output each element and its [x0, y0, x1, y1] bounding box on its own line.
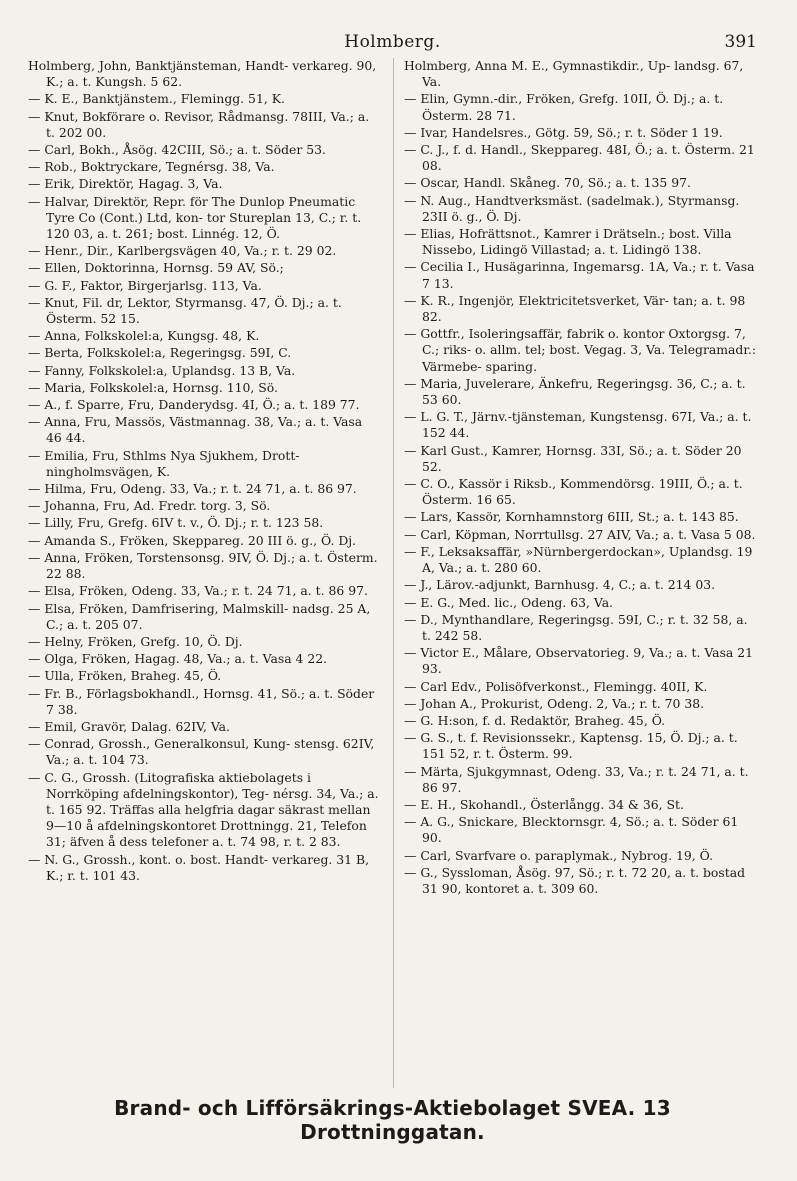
list-item: — Ellen, Doktorinna, Hornsg. 59 AV, Sö.;: [28, 260, 284, 276]
list-item: — Rob., Boktryckare, Tegnérsg. 38, Va.: [28, 159, 275, 175]
list-item: — Helny, Fröken, Grefg. 10, Ö. Dj.: [28, 633, 243, 649]
list-item: — Elin, Gymn.-dir., Fröken, Grefg. 10II, Ö. Dj.; a. t. Österm. 28 71.: [404, 91, 724, 123]
list-item: — Fanny, Folkskolel:a, Uplandsg. 13 B, Va.: [28, 362, 296, 378]
list-item: — Anna, Folkskolel:a, Kungsg. 48, K.: [28, 328, 260, 344]
page-title: Holmberg.: [344, 32, 441, 52]
list-item: — Erik, Direktör, Hagag. 3, Va.: [28, 176, 223, 192]
list-item: — Lars, Kassör, Kornhamnstorg 6III, St.; a. t. 143 85.: [404, 509, 739, 525]
list-item: — Berta, Folkskolel:a, Regeringsg. 59I, C.: [28, 345, 292, 361]
list-item: — J., Lärov.-adjunkt, Barnhusg. 4, C.; a. t. 214 03.: [404, 577, 716, 593]
list-item: — F., Leksaksaffär, »Nürnbergerdockan», Uplandsg. 19 A, Va.; a. t. 280 60.: [404, 543, 753, 576]
list-item: — D., Mynthandlare, Regeringsg. 59I, C.; r. t. 32 58, a. t. 242 58.: [404, 611, 748, 643]
list-item: — K. R., Ingenjör, Elektricitetsverket, Vär- tan; a. t. 98 82.: [404, 292, 746, 325]
list-item: — Ulla, Fröken, Braheg. 45, Ö.: [28, 668, 222, 684]
list-item: — Gottfr., Isoleringsaffär, fabrik o. kontor Oxtorgsg. 7, C.; riks- o. allm. tel; bost. Vegag. 3, Va. Telegramadr.: Värmebe- sparing.: [404, 326, 757, 374]
list-item: — Lilly, Fru, Grefg. 6IV t. v., Ö. Dj.; r. t. 123 58.: [28, 515, 324, 531]
list-item: — Johan A., Prokurist, Odeng. 2, Va.; r. t. 70 38.: [404, 695, 705, 711]
list-item: — Märta, Sjukgymnast, Odeng. 33, Va.; r. t. 24 71, a. t. 86 97.: [404, 763, 749, 795]
list-item: — Anna, Fru, Massös, Västmannag. 38, Va.; a. t. Vasa 46 44.: [28, 414, 363, 446]
list-item: — Knut, Bokförare o. Revisor, Rådmansg. 78III, Va.; a. t. 202 00.: [28, 108, 370, 140]
list-item: — Elsa, Fröken, Damfrisering, Malmskill- nadsg. 25 A, C.; a. t. 205 07.: [28, 600, 371, 632]
list-item: Holmberg, John, Banktjänsteman, Handt- verkareg. 90, K.; a. t. Kungsh. 5 62.: [28, 58, 377, 90]
list-item: — Carl, Svarfvare o. paraplymak., Nybrog. 19, Ö.: [404, 847, 714, 863]
list-item: — Karl Gust., Kamrer, Hornsg. 33I, Sö.; a. t. Söder 20 52.: [404, 442, 742, 474]
list-item: — Olga, Fröken, Hagag. 48, Va.; a. t. Vasa 4 22.: [28, 651, 328, 667]
list-item: — Maria, Juvelerare, Änkefru, Regeringsg. 36, C.; a. t. 53 60.: [404, 375, 746, 408]
list-item: — A. G., Snickare, Blecktornsgr. 4, Sö.; a. t. Söder 61 90.: [404, 814, 739, 846]
list-item: — G. F., Faktor, Birgerjarlsg. 113, Va.: [28, 277, 262, 293]
list-item: — C. O., Kassör i Riksb., Kommendörsg. 19III, Ö.; a. t. Österm. 16 65.: [404, 476, 743, 508]
list-item: — G. H:son, f. d. Redaktör, Braheg. 45, Ö.: [404, 712, 666, 728]
list-item: — K. E., Banktjänstem., Flemingg. 51, K.: [28, 91, 285, 107]
list-item: — Conrad, Grossh., Generalkonsul, Kung- stensg. 62IV, Va.; a. t. 104 73.: [28, 736, 375, 768]
list-item: — Carl, Köpman, Norrtullsg. 27 AIV, Va.; a. t. Vasa 5 08.: [404, 526, 756, 542]
left-column: [28, 58, 381, 1088]
list-item: — Elias, Hofrättsnot., Kamrer i Drätseln.; bost. Villa Nissebo, Lidingö Villastad; a. t. Lidingö 138.: [404, 226, 732, 258]
advertisement-footer: Brand- och Lifförsäkrings-Aktiebolaget SVEA. 13 Drottninggatan.: [114, 1096, 671, 1144]
list-item: — Henr., Dir., Karlbergsvägen 40, Va.; r. t. 29 02.: [28, 243, 337, 259]
list-item: — N. G., Grossh., kont. o. bost. Handt- verkareg. 31 B, K.; r. t. 101 43.: [28, 851, 370, 883]
list-item: — Maria, Folkskolel:a, Hornsg. 110, Sö.: [28, 379, 278, 395]
list-item: — Carl, Bokh., Åsög. 42CIII, Sö.; a. t. Söder 53.: [28, 142, 326, 158]
list-item: — Cecilia I., Husägarinna, Ingemarsg. 1A, Va.; r. t. Vasa 7 13.: [404, 259, 755, 291]
page-number: 391: [724, 32, 757, 52]
list-item: — Ivar, Handelsres., Götg. 59, Sö.; r. t. Söder 1 19.: [404, 124, 723, 140]
list-item: — N. Aug., Handtverksmäst. (sadelmak.), Styrmansg. 23II ö. g., Ö. Dj.: [404, 192, 740, 224]
list-item: — Anna, Fröken, Torstensonsg. 9IV, Ö. Dj.; a. t. Österm. 22 88.: [28, 549, 378, 582]
list-item: — E. G., Med. lic., Odeng. 63, Va.: [404, 594, 614, 610]
page-header: [28, 22, 757, 58]
list-item: — Emilia, Fru, Sthlms Nya Sjukhem, Drott- ningholmsvägen, K.: [28, 447, 300, 479]
list-item: — G. S., t. f. Revisionssekr., Kaptensg. 15, Ö. Dj.; a. t. 151 52, r. t. Österm. 99.: [404, 730, 738, 762]
columns: [28, 58, 757, 1088]
list-item: — C. J., f. d. Handl., Skeppareg. 48I, Ö.; a. t. Österm. 21 08.: [404, 142, 755, 174]
list-item: — Amanda S., Fröken, Skeppareg. 20 III ö. g., Ö. Dj.: [28, 532, 357, 548]
list-item: — Halvar, Direktör, Repr. för The Dunlop Pneumatic Tyre Co (Cont.) Ltd, kon- tor Stureplan 13, C.; r. t. 120 03, a. t. 261; bost. Linnég. 12, Ö.: [28, 193, 362, 242]
list-item: — Carl Edv., Polisöfverkonst., Flemingg. 40II, K.: [404, 678, 708, 694]
list-item: — Victor E., Målare, Observatorieg. 9, Va.; a. t. Vasa 21 93.: [404, 645, 754, 677]
list-item: — A., f. Sparre, Fru, Danderydsg. 4I, Ö.; a. t. 189 77.: [28, 397, 360, 413]
list-item: — Knut, Fil. dr, Lektor, Styrmansg. 47, Ö. Dj.; a. t. Österm. 52 15.: [28, 294, 342, 327]
list-item: — Hilma, Fru, Odeng. 33, Va.; r. t. 24 71, a. t. 86 97.: [28, 481, 357, 497]
list-item: — Oscar, Handl. Skåneg. 70, Sö.; a. t. 135 97.: [404, 175, 691, 191]
list-item: — Emil, Gravör, Dalag. 62IV, Va.: [28, 718, 230, 734]
right-column: [393, 58, 757, 1088]
list-item: — E. H., Skohandl., Österlångg. 34 & 36, St.: [404, 796, 684, 812]
list-item: — L. G. T., Järnv.-tjänsteman, Kungstensg. 67I, Va.; a. t. 152 44.: [404, 409, 752, 441]
list-item: — G., Syssloman, Åsög. 97, Sö.; r. t. 72 20, a. t. bostad 31 90, kontoret a. t. 309 60.: [404, 864, 746, 896]
list-item: — C. G., Grossh. (Litografiska aktiebolagets i Norrköping afdelningskontor), Teg- nérsg. 34, Va.; a. t. 165 92. Träffas alla helgfria dagar säkrast mellan 9—10 å afdelningskontoret Drottningg. 21, Telefon 31; äfven å dess telefoner a. t. 74 98, r. t. 2 83.: [28, 769, 379, 850]
list-item: Holmberg, Anna M. E., Gymnastikdir., Up- landsg. 67, Va.: [404, 58, 744, 90]
list-item: — Johanna, Fru, Ad. Fredr. torg. 3, Sö.: [28, 498, 271, 514]
list-item: — Fr. B., Förlagsbokhandl., Hornsg. 41, Sö.; a. t. Söder 7 38.: [28, 685, 375, 717]
list-item: — Elsa, Fröken, Odeng. 33, Va.; r. t. 24 71, a. t. 86 97.: [28, 583, 368, 599]
